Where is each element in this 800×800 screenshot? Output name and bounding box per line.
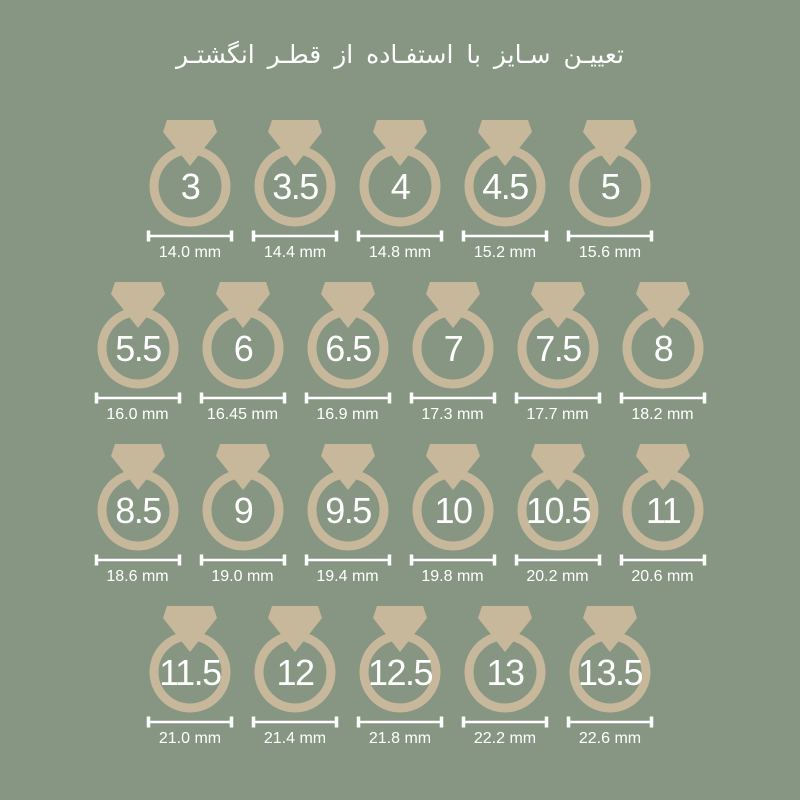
diameter-measure-line — [147, 717, 233, 728]
diameter-label: 14.4 mm — [263, 244, 327, 261]
diameter-label: 18.6 mm — [106, 568, 169, 585]
diameter-measure-line — [200, 555, 286, 566]
diameter-label: 19.0 mm — [211, 568, 274, 585]
diameter-label: 20.6 mm — [631, 568, 694, 585]
diameter-label: 16.9 mm — [316, 406, 379, 423]
ring-icon — [195, 443, 291, 567]
ring-size-number: 3 — [180, 166, 200, 207]
ring-size-number: 13 — [486, 652, 524, 693]
ring-icon — [300, 443, 396, 567]
ring-icon — [90, 443, 186, 567]
ring-size-8.5 — [90, 443, 186, 586]
diameter-measure-line — [305, 393, 391, 404]
diameter-label: 15.6 mm — [578, 244, 642, 261]
diameter-label: 16.0 mm — [106, 406, 169, 423]
ring-icon — [615, 281, 711, 405]
diameter-measure-line — [462, 717, 548, 728]
diameter-label: 18.2 mm — [631, 406, 694, 423]
ring-icon — [247, 119, 343, 243]
ring-size-number: 4.5 — [482, 166, 528, 207]
ring-size-12.5 — [352, 605, 448, 748]
diameter-measure-line — [620, 393, 706, 404]
diameter-label: 17.3 mm — [421, 406, 484, 423]
ring-size-number: 9 — [233, 490, 252, 531]
ring-icon — [142, 605, 238, 729]
diameter-label: 21.8 mm — [368, 730, 432, 747]
ring-size-5.5 — [90, 281, 186, 424]
ring-row — [90, 443, 711, 586]
ring-icon — [352, 605, 448, 729]
diameter-measure-line — [567, 717, 653, 728]
ring-size-number: 12.5 — [367, 652, 433, 693]
diameter-measure-line — [357, 717, 443, 728]
ring-size-8 — [615, 281, 711, 424]
diameter-measure-line — [410, 555, 496, 566]
ring-size-number: 6 — [233, 328, 252, 369]
diameter-measure-line — [252, 717, 338, 728]
ring-size-12 — [247, 605, 343, 748]
ring-icon — [247, 605, 343, 729]
ring-size-number: 8 — [653, 328, 672, 369]
ring-size-10.5 — [510, 443, 606, 586]
ring-size-number: 12 — [276, 652, 314, 693]
ring-size-9 — [195, 443, 291, 586]
diameter-label: 15.2 mm — [473, 244, 537, 261]
diameter-measure-line — [95, 555, 181, 566]
diameter-measure-line — [252, 231, 338, 242]
ring-size-number: 10 — [433, 490, 472, 531]
ring-size-4.5 — [457, 119, 553, 262]
ring-size-number: 11 — [645, 490, 680, 531]
ring-size-number: 7.5 — [534, 328, 581, 369]
ring-icon — [142, 119, 238, 243]
ring-icon — [300, 281, 396, 405]
diameter-measure-line — [515, 393, 601, 404]
ring-icon — [405, 443, 501, 567]
diameter-label: 14.8 mm — [368, 244, 432, 261]
ring-size-11.5 — [142, 605, 238, 748]
ring-icon — [405, 281, 501, 405]
diameter-label: 21.4 mm — [263, 730, 327, 747]
diameter-label: 14.0 mm — [158, 244, 222, 261]
diameter-label: 17.7 mm — [526, 406, 589, 423]
ring-size-number: 9.5 — [324, 490, 371, 531]
ring-size-6.5 — [300, 281, 396, 424]
diameter-label: 19.8 mm — [421, 568, 484, 585]
ring-size-number: 11.5 — [159, 652, 221, 693]
ring-size-7.5 — [510, 281, 606, 424]
ring-row — [90, 281, 711, 424]
diameter-label: 22.6 mm — [578, 730, 642, 747]
ring-size-number: 4 — [390, 166, 410, 207]
diameter-measure-line — [147, 231, 233, 242]
ring-size-13 — [457, 605, 553, 748]
ring-size-number: 5 — [600, 166, 620, 207]
diameter-label: 22.2 mm — [473, 730, 537, 747]
ring-size-6 — [195, 281, 291, 424]
ring-row — [142, 605, 658, 748]
diameter-measure-line — [567, 231, 653, 242]
diameter-label: 21.0 mm — [158, 730, 222, 747]
ring-size-number: 7 — [443, 328, 462, 369]
ring-size-number: 3.5 — [272, 166, 318, 207]
ring-size-number: 10.5 — [525, 490, 590, 531]
ring-icon — [457, 605, 553, 729]
ring-size-11 — [615, 443, 711, 586]
ring-icon — [562, 119, 658, 243]
ring-icon — [457, 119, 553, 243]
diameter-measure-line — [305, 555, 391, 566]
diameter-measure-line — [357, 231, 443, 242]
diameter-measure-line — [200, 393, 286, 404]
ring-size-3.5 — [247, 119, 343, 262]
diameter-measure-line — [462, 231, 548, 242]
ring-icon — [562, 605, 658, 729]
ring-size-9.5 — [300, 443, 396, 586]
ring-size-4 — [352, 119, 448, 262]
ring-icon — [510, 443, 606, 567]
ring-icon — [90, 281, 186, 405]
ring-size-number: 8.5 — [114, 490, 161, 531]
ring-icon — [615, 443, 711, 567]
ring-size-number: 13.5 — [577, 652, 643, 693]
ring-icon — [352, 119, 448, 243]
diameter-label: 19.4 mm — [316, 568, 379, 585]
ring-size-3 — [142, 119, 238, 262]
diameter-measure-line — [410, 393, 496, 404]
diameter-label: 20.2 mm — [526, 568, 589, 585]
diameter-measure-line — [515, 555, 601, 566]
ring-size-5 — [562, 119, 658, 262]
ring-size-10 — [405, 443, 501, 586]
diameter-measure-line — [95, 393, 181, 404]
ring-size-number: 6.5 — [324, 328, 371, 369]
diameter-measure-line — [620, 555, 706, 566]
diameter-label: 16.45 mm — [206, 406, 279, 423]
ring-size-number: 5.5 — [114, 328, 161, 369]
ring-icon — [195, 281, 291, 405]
ring-size-13.5 — [562, 605, 658, 748]
ring-row — [142, 119, 658, 262]
ring-size-chart — [0, 119, 800, 748]
ring-size-7 — [405, 281, 501, 424]
ring-icon — [510, 281, 606, 405]
page-title: تعییـن سـایز با استفـاده از قطـر انگشتـر — [176, 40, 624, 69]
